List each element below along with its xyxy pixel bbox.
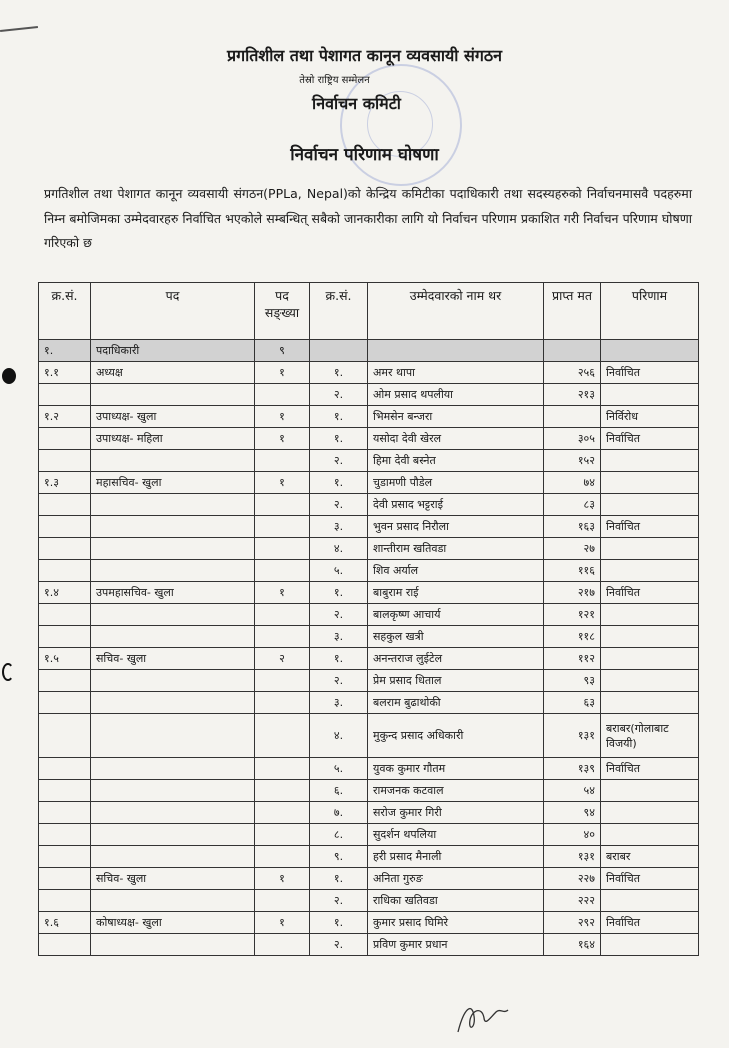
table-cell: [601, 340, 699, 362]
table-cell: [544, 406, 601, 428]
table-cell: अनिता गुरुङ: [368, 868, 544, 890]
table-cell: २.: [310, 670, 368, 692]
table-cell: १: [255, 428, 310, 450]
table-cell: २.: [310, 934, 368, 956]
table-cell: [39, 846, 91, 868]
table-cell: ५.: [310, 560, 368, 582]
table-cell: [91, 692, 255, 714]
table-cell: कुमार प्रसाद घिमिरे: [368, 912, 544, 934]
table-cell: १: [255, 362, 310, 384]
table-cell: १.३: [39, 472, 91, 494]
table-cell: [601, 472, 699, 494]
table-cell: [255, 824, 310, 846]
table-cell: अनन्तराज लुईटेल: [368, 648, 544, 670]
table-row: [39, 648, 699, 670]
punch-hole: [2, 368, 16, 384]
table-cell: अध्यक्ष: [91, 362, 255, 384]
table-cell: सहकुल खत्री: [368, 626, 544, 648]
table-row: [39, 780, 699, 802]
table-cell: [91, 890, 255, 912]
table-cell: [39, 934, 91, 956]
table-cell: १.: [310, 362, 368, 384]
table-cell: [255, 758, 310, 780]
signature: [452, 998, 512, 1038]
table-cell: [91, 450, 255, 472]
table-cell: [601, 626, 699, 648]
table-cell: १.: [310, 428, 368, 450]
table-cell: २.: [310, 384, 368, 406]
table-cell: [255, 670, 310, 692]
table-cell: [255, 604, 310, 626]
table-row: [39, 494, 699, 516]
table-cell: २७: [544, 538, 601, 560]
col-header: क्र.सं.: [39, 283, 91, 340]
table-row: [39, 692, 699, 714]
table-cell: [39, 714, 91, 758]
col-header: उम्मेदवारको नाम थर: [368, 283, 544, 340]
table-cell: [255, 890, 310, 912]
table-cell: [544, 340, 601, 362]
table-cell: [601, 824, 699, 846]
table-cell: निर्वाचित: [601, 868, 699, 890]
table-cell: [601, 560, 699, 582]
table-cell: १.: [310, 648, 368, 670]
table-cell: कोषाध्यक्ष- खुला: [91, 912, 255, 934]
table-cell: उपाध्यक्ष- खुला: [91, 406, 255, 428]
table-cell: [39, 670, 91, 692]
table-cell: ४०: [544, 824, 601, 846]
results-table: [38, 282, 699, 956]
table-cell: १३९: [544, 758, 601, 780]
table-cell: [255, 846, 310, 868]
table-cell: १: [255, 472, 310, 494]
table-cell: [91, 802, 255, 824]
table-cell: १६४: [544, 934, 601, 956]
table-cell: [39, 824, 91, 846]
table-row: [39, 824, 699, 846]
col-header: पद: [91, 283, 255, 340]
table-cell: [255, 802, 310, 824]
table-cell: [91, 560, 255, 582]
col-header: प्राप्त मत: [544, 283, 601, 340]
table-cell: मुकुन्द प्रसाद अधिकारी: [368, 714, 544, 758]
table-cell: महासचिव- खुला: [91, 472, 255, 494]
table-cell: १: [255, 582, 310, 604]
table-cell: [91, 846, 255, 868]
table-cell: [310, 340, 368, 362]
table-cell: [39, 384, 91, 406]
table-cell: निर्वाचित: [601, 912, 699, 934]
table-cell: २.: [310, 890, 368, 912]
table-cell: बराबर(गोलाबाट विजयी): [601, 714, 699, 758]
col-header: पद सङ्ख्या: [255, 283, 310, 340]
table-cell: ९३: [544, 670, 601, 692]
table-row: [39, 604, 699, 626]
table-cell: ८.: [310, 824, 368, 846]
table-cell: सुदर्शन थपलिया: [368, 824, 544, 846]
table-cell: निर्वाचित: [601, 582, 699, 604]
table-cell: [91, 934, 255, 956]
table-cell: ३.: [310, 626, 368, 648]
table-row: [39, 934, 699, 956]
table-cell: बलराम बुढाथोकी: [368, 692, 544, 714]
table-cell: [91, 494, 255, 516]
table-cell: १.: [310, 912, 368, 934]
table-cell: [601, 670, 699, 692]
table-cell: १.४: [39, 582, 91, 604]
col-header: क्र.सं.: [310, 283, 368, 340]
table-cell: १.५: [39, 648, 91, 670]
table-row: [39, 890, 699, 912]
table-cell: [255, 450, 310, 472]
table-cell: [255, 626, 310, 648]
table-row: [39, 714, 699, 758]
table-cell: [601, 890, 699, 912]
table-cell: [255, 780, 310, 802]
table-cell: १.२: [39, 406, 91, 428]
table-cell: हरी प्रसाद मैनाली: [368, 846, 544, 868]
table-cell: [39, 780, 91, 802]
table-cell: ६३: [544, 692, 601, 714]
table-cell: [601, 802, 699, 824]
table-cell: १: [255, 868, 310, 890]
table-cell: [91, 758, 255, 780]
table-cell: [91, 538, 255, 560]
table-row: [39, 582, 699, 604]
table-cell: निर्वाचित: [601, 428, 699, 450]
table-cell: [601, 494, 699, 516]
committee-title: निर्वाचन कमिटी: [312, 94, 401, 113]
table-row: [39, 472, 699, 494]
table-cell: १: [255, 406, 310, 428]
table-cell: [91, 780, 255, 802]
table-cell: ११६: [544, 560, 601, 582]
table-cell: २२७: [544, 868, 601, 890]
table-cell: [39, 758, 91, 780]
table-cell: [368, 340, 544, 362]
table-cell: निर्विरोध: [601, 406, 699, 428]
table-cell: प्रेम प्रसाद धिताल: [368, 670, 544, 692]
table-cell: [91, 670, 255, 692]
table-cell: शान्तीराम खतिवडा: [368, 538, 544, 560]
intro-paragraph: प्रगतिशील तथा पेशागत कानून व्यवसायी संगठन(PPLa, Nepal)को केन्द्रिय कमिटीका पदाधिकारी तथा सदस्यहरुको निर्वाचनमासवै पदहरुमा निम्न बमोजिमका उम्मेदवारहरु निर्वाचित भएकोले सम्बन्धित् सबैको जानकारीका लागि यो निर्वाचन परिणाम प्रकाशित गरी निर्वाचन परिणाम घोषणा गरिएको छ: [44, 186, 692, 250]
table-cell: [91, 384, 255, 406]
table-cell: [39, 450, 91, 472]
table-cell: [255, 516, 310, 538]
table-row: [39, 406, 699, 428]
table-cell: अमर थापा: [368, 362, 544, 384]
table-cell: निर्वाचित: [601, 758, 699, 780]
table-cell: [39, 516, 91, 538]
table-cell: ५.: [310, 758, 368, 780]
table-cell: १.: [39, 340, 91, 362]
convention-title: तेस्रो राष्ट्रिय सम्मेलन: [299, 75, 370, 86]
table-cell: २२२: [544, 890, 601, 912]
table-cell: २५६: [544, 362, 601, 384]
table-row: [39, 516, 699, 538]
table-cell: [39, 494, 91, 516]
table-cell: ३.: [310, 516, 368, 538]
table-cell: [601, 934, 699, 956]
table-cell: पदाधिकारी: [91, 340, 255, 362]
table-cell: [91, 604, 255, 626]
table-row: [39, 428, 699, 450]
table-cell: [601, 648, 699, 670]
table-cell: हिमा देवी बस्नेत: [368, 450, 544, 472]
table-cell: रामजनक कटवाल: [368, 780, 544, 802]
table-cell: उपमहासचिव- खुला: [91, 582, 255, 604]
table-cell: [91, 714, 255, 758]
table-cell: राधिका खतिवडा: [368, 890, 544, 912]
table-header: [39, 283, 699, 340]
table-cell: शिव अर्याल: [368, 560, 544, 582]
table-cell: ११८: [544, 626, 601, 648]
table-cell: ७४: [544, 472, 601, 494]
punch-hole: [2, 663, 14, 681]
table-cell: १६३: [544, 516, 601, 538]
table-cell: [39, 868, 91, 890]
table-cell: [255, 494, 310, 516]
table-cell: निर्वाचित: [601, 516, 699, 538]
table-cell: १.: [310, 582, 368, 604]
table-cell: ५४: [544, 780, 601, 802]
table-cell: [255, 538, 310, 560]
table-cell: [601, 538, 699, 560]
table-cell: [255, 714, 310, 758]
table-cell: उपाध्यक्ष- महिला: [91, 428, 255, 450]
table-cell: [255, 384, 310, 406]
table-row: [39, 560, 699, 582]
table-cell: ९.: [310, 846, 368, 868]
table-cell: ४.: [310, 714, 368, 758]
table-cell: ८३: [544, 494, 601, 516]
table-cell: २१३: [544, 384, 601, 406]
table-cell: [39, 890, 91, 912]
table-cell: १.१: [39, 362, 91, 384]
table-cell: १३१: [544, 846, 601, 868]
table-cell: १.: [310, 868, 368, 890]
table-row: [39, 846, 699, 868]
table-row: [39, 626, 699, 648]
table-cell: [255, 692, 310, 714]
table-cell: [255, 560, 310, 582]
table-cell: ३०५: [544, 428, 601, 450]
table-row: [39, 384, 699, 406]
table-cell: १३१: [544, 714, 601, 758]
table-cell: २.: [310, 494, 368, 516]
table-cell: [39, 802, 91, 824]
table-cell: [601, 780, 699, 802]
table-cell: १.६: [39, 912, 91, 934]
table-cell: [601, 604, 699, 626]
table-cell: १.: [310, 406, 368, 428]
table-row: [39, 758, 699, 780]
table-row: [39, 538, 699, 560]
table-cell: [39, 626, 91, 648]
col-header: परिणाम: [601, 283, 699, 340]
table-cell: चुडामणी पौडेल: [368, 472, 544, 494]
table-cell: ११२: [544, 648, 601, 670]
table-cell: बराबर: [601, 846, 699, 868]
table-cell: [39, 692, 91, 714]
table-cell: [601, 384, 699, 406]
table-cell: ९४: [544, 802, 601, 824]
table-cell: [91, 824, 255, 846]
table-row: [39, 868, 699, 890]
table-cell: [39, 604, 91, 626]
table-cell: १५२: [544, 450, 601, 472]
table-cell: २: [255, 648, 310, 670]
table-cell: [39, 560, 91, 582]
table-cell: २१७: [544, 582, 601, 604]
org-title: प्रगतिशील तथा पेशागत कानून व्यवसायी संगठन: [226, 46, 503, 65]
table-cell: सरोज कुमार गिरी: [368, 802, 544, 824]
table-cell: निर्वाचित: [601, 362, 699, 384]
table-cell: [91, 516, 255, 538]
notice-title: निर्वाचन परिणाम घोषणा: [290, 145, 439, 165]
table-cell: [39, 428, 91, 450]
table-row: [39, 340, 699, 362]
table-cell: ओम प्रसाद थपलीया: [368, 384, 544, 406]
table-cell: युवक कुमार गौतम: [368, 758, 544, 780]
table-cell: [39, 538, 91, 560]
table-cell: [255, 934, 310, 956]
table-cell: ९: [255, 340, 310, 362]
table-cell: ६.: [310, 780, 368, 802]
table-cell: १: [255, 912, 310, 934]
table-row: [39, 450, 699, 472]
table-cell: यसोदा देवी खेरल: [368, 428, 544, 450]
table-cell: प्रविण कुमार प्रधान: [368, 934, 544, 956]
table-row: [39, 670, 699, 692]
table-row: [39, 802, 699, 824]
table-cell: भुवन प्रसाद निरौला: [368, 516, 544, 538]
table-cell: [601, 692, 699, 714]
table-cell: बाबुराम राई: [368, 582, 544, 604]
table-cell: देवी प्रसाद भट्टराई: [368, 494, 544, 516]
table-cell: ७.: [310, 802, 368, 824]
table-cell: ३.: [310, 692, 368, 714]
table-cell: सचिव- खुला: [91, 868, 255, 890]
table-cell: १२१: [544, 604, 601, 626]
table-row: [39, 912, 699, 934]
table-cell: २.: [310, 604, 368, 626]
table-cell: १.: [310, 472, 368, 494]
table-cell: [91, 626, 255, 648]
table-cell: ४.: [310, 538, 368, 560]
table-row: [39, 362, 699, 384]
table-cell: [601, 450, 699, 472]
table-cell: २.: [310, 450, 368, 472]
scan-mark: [0, 26, 38, 32]
table-cell: बालकृष्ण आचार्य: [368, 604, 544, 626]
table-cell: २९२: [544, 912, 601, 934]
table-cell: सचिव- खुला: [91, 648, 255, 670]
table-cell: भिमसेन बन्जरा: [368, 406, 544, 428]
